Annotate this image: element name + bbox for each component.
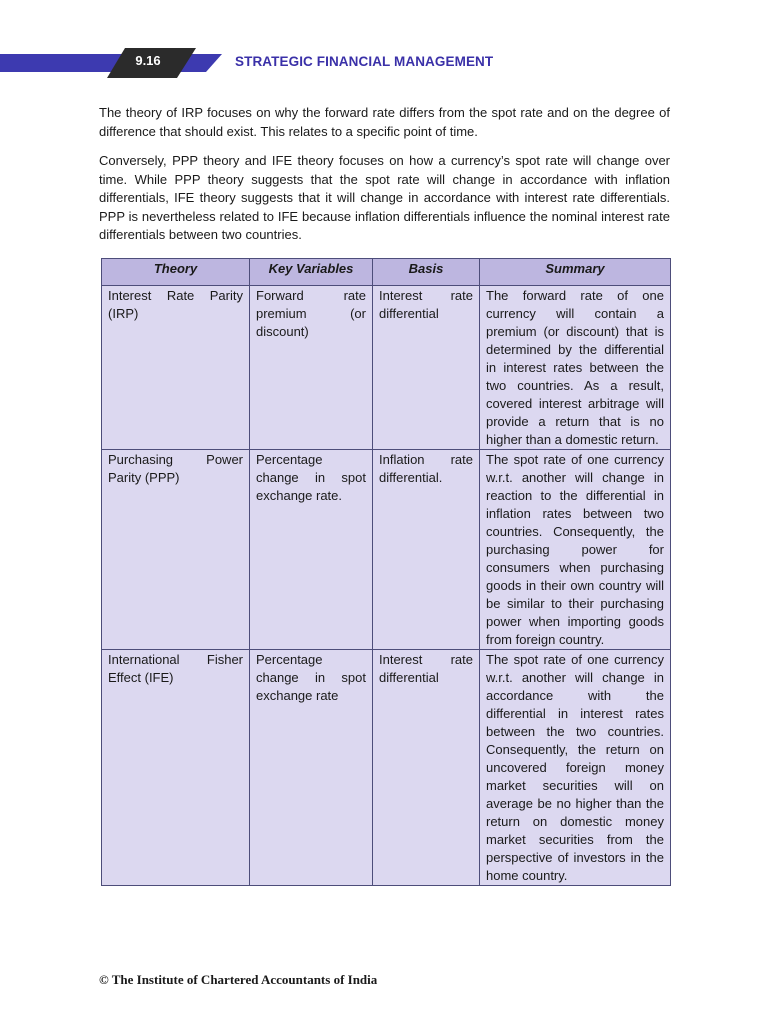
paragraph-ppp-ife: Conversely, PPP theory and IFE theory focuses on how a currency’s spot rate will change over time. While PPP theory suggests that the spot rate will change in accordance with inflation differentials, IFE theory suggests that it will change in accordance with interest rate differentials. PPP is nevertheless related to IFE because inflation differentials influence the nominal interest rate differentials between two countries. [99,153,670,242]
column-header-key-variables: Key Variables [250,259,373,286]
table-row [102,650,671,886]
cell-theory: International Fisher Effect (IFE) [102,650,250,886]
column-header-basis: Basis [373,259,480,286]
theory-comparison-table [101,258,671,886]
running-header-title: STRATEGIC FINANCIAL MANAGEMENT [235,54,494,69]
cell-basis: Interest rate differential [373,286,480,450]
cell-summary: The forward rate of one currency will contain a premium (or discount) that is determined by the differential in interest rates between the two countries. As a result, covered interest arbitrage will provide a return that is no higher than a domestic return. [480,286,671,450]
cell-basis: Inflation rate differential. [373,450,480,650]
column-header-summary: Summary [480,259,671,286]
table-row [102,286,671,450]
cell-key-variables: Percentage change in spot exchange rate. [250,450,373,650]
cell-summary: The spot rate of one currency w.r.t. another will change in reaction to the differential in inflation rates between two countries. Consequently, the purchasing power for consumers when purchasing goods in their own country will be similar to their purchasing power when importing goods from foreign country. [480,450,671,650]
page-number: 9.16 [135,53,161,68]
cell-key-variables: Percentage change in spot exchange rate [250,650,373,886]
cell-theory: Interest Rate Parity (IRP) [102,286,250,450]
cell-basis: Interest rate differential [373,650,480,886]
column-header-theory: Theory [102,259,250,286]
header-band-graphic [0,46,222,78]
table-row [102,450,671,650]
cell-summary: The spot rate of one currency w.r.t. another will change in accordance with the differential in interest rates between the two countries. Consequently, the return on uncovered foreign money market securities will on average be no higher than the return on domestic money market securities from the perspective of investors in the home country. [480,650,671,886]
header-band [0,46,222,78]
paragraph-irp: The theory of IRP focuses on why the forward rate differs from the spot rate and on the degree of difference that should exist. This relates to a specific point of time. [99,105,670,139]
copyright-footer: © The Institute of Chartered Accountants of India [99,972,378,987]
cell-theory: Purchasing Power Parity (PPP) [102,450,250,650]
cell-key-variables: Forward rate premium (or discount) [250,286,373,450]
table-header-row [102,259,671,286]
